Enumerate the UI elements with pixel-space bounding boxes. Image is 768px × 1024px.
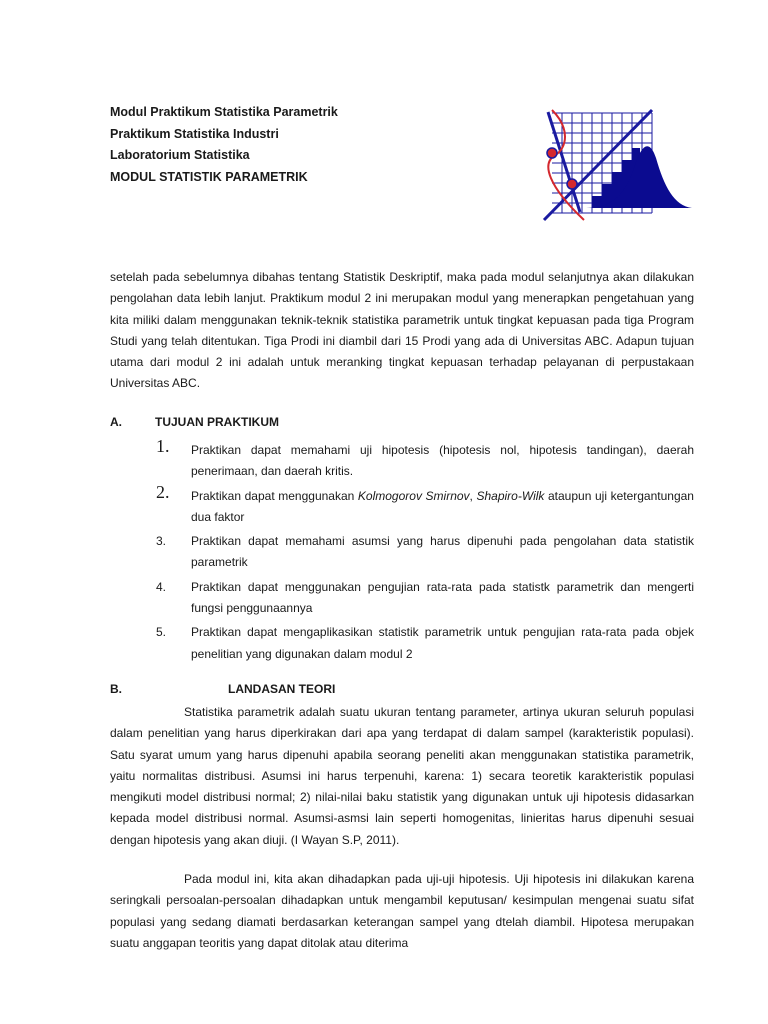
header-line-1: Modul Praktikum Statistika Parametrik — [110, 105, 338, 119]
header-line-3: Laboratorium Statistika — [110, 148, 250, 162]
list-item-number: 2. — [156, 481, 170, 502]
logo-red-point-lower — [567, 179, 577, 189]
section-b-letter: B. — [110, 682, 122, 696]
header-line-2: Praktikum Statistika Industri — [110, 126, 279, 141]
list-item-number: 4. — [156, 579, 167, 594]
module-header — [110, 102, 338, 188]
list-item-text-end: ataupun uji ketergantungan dua faktor — [191, 488, 694, 524]
section-a-title: TUJUAN PRAKTIKUM — [155, 415, 279, 429]
list-item-italic-term: Kolmogorov Smirnov — [357, 488, 470, 503]
section-b-title: LANDASAN TEORI — [228, 682, 336, 696]
list-item — [110, 531, 694, 574]
list-item-italic-term: Shapiro-Wilk — [476, 488, 545, 503]
list-item-number: 3. — [156, 534, 167, 549]
logo-red-point-upper — [547, 148, 557, 158]
list-item-text: Praktikan dapat memahami asumsi yang harus dipenuhi pada pengolahan data statistik parametrik — [191, 534, 694, 570]
objectives-list — [110, 436, 694, 668]
theory-paragraph-1: Statistika parametrik adalah suatu ukuran tentang parameter, artinya ukuran seluruh populasi dalam penelitian yang harus diperkirakan dari apa yang terdapat di dalam sampel (karakteristik populasi). Satu syarat umum yang harus dipenuhi apabila seorang peneliti akan menggunakan statistika parametrik, yaitu normalitas distribusi. Asumsi ini harus terpenuhi, karena: 1) secara teoretik karakteristik populasi mengikuti model distribusi normal; 2) nilai-nilai baku statistik yang digunakan untuk uji hipotesis didasarkan kepada model distribusi normal. Asumsi-asmsi lain seperti homogenitas, linieritas harus dipenuhi sesuai dengan hipotesis yang akan diuji. (I Wayan S.P, 2011). — [110, 705, 694, 847]
list-item-number: 1. — [156, 436, 170, 456]
list-item-number: 5. — [156, 625, 167, 640]
list-item-separator: , — [469, 488, 477, 503]
header-line-4: MODUL STATISTIK PARAMETRIK — [110, 169, 308, 184]
list-item-text-start: Praktikan dapat menggunakan — [191, 488, 358, 503]
list-item — [110, 436, 694, 483]
list-item — [110, 577, 694, 620]
list-item-text: Praktikan dapat memahami uji hipotesis (hipotesis nol, hipotesis tandingan), daerah penerimaan, dan daerah kritis. — [191, 443, 694, 479]
list-item — [110, 481, 694, 529]
list-item-text: Praktikan dapat mengaplikasikan statistik parametrik untuk pengujian rata-rata pada objek penelitian yang digunakan dalam modul 2 — [191, 625, 694, 661]
theory-paragraph-2: Pada modul ini, kita akan dihadapkan pada uji-uji hipotesis. Uji hipotesis ini dilakukan karena seringkali persoalan-persoalan dihadapkan untuk mengambil keputusan/ kesimpulan mengenai suatu sifat populasi yang sedang diamati berdasarkan keterangan sampel yang dtelah diambil. Hipotesa merupakan suatu anggapan teoritis yang dapat ditolak atau diterima — [110, 872, 694, 950]
intro-paragraph: setelah pada sebelumnya dibahas tentang Statistik Deskriptif, maka pada modul selanjutnya akan dilakukan pengolahan data lebih lanjut. Praktikum modul 2 ini merupakan modul yang menerapkan pengetahuan yang kita miliki dalam menggunakan teknik-teknik statistika parametrik untuk tingkat kepuasan pada tiga Program Studi yang telah ditentukan. Tiga Prodi ini diambil dari 15 Prodi yang ada di Universitas ABC. Adapun tujuan utama dari modul 2 ini adalah untuk meranking tingkat kepuasan terhadap pelayanan di perpustakaan Universitas ABC. — [110, 270, 694, 391]
section-a-letter: A. — [110, 415, 122, 429]
statistics-distribution-logo — [540, 108, 694, 224]
list-item — [110, 622, 694, 665]
list-item-text: Praktikan dapat menggunakan pengujian rata-rata pada statistk parametrik dan mengerti fungsi penggunaannya — [191, 579, 694, 616]
